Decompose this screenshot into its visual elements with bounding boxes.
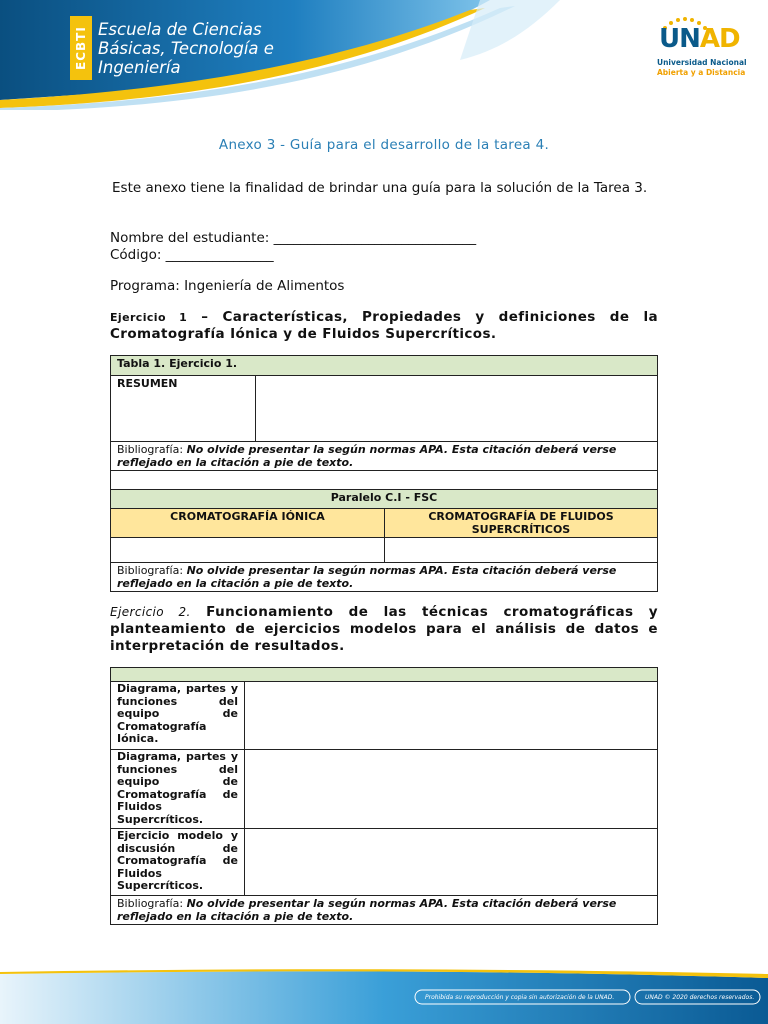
logo-subtitle: Universidad Nacional bbox=[657, 58, 747, 67]
logo-letters: AD bbox=[699, 24, 740, 54]
table-caption: Tabla 1. Ejercicio 1. bbox=[111, 356, 658, 376]
bibliography-note: No olvide presentar la según normas APA. Esta citación deberá verse reflejado en la citación a pie de texto. bbox=[117, 897, 617, 923]
resumen-label: RESUMEN bbox=[111, 376, 256, 442]
model-exercise-cell[interactable] bbox=[245, 829, 658, 896]
ionic-diagram-cell[interactable] bbox=[245, 682, 658, 750]
bibliography-cell bbox=[111, 563, 658, 592]
row-label-model-exercise: Ejercicio modelo y discusión de Cromatografía de Fluidos Supercríticos. bbox=[111, 829, 245, 896]
ionic-cell[interactable] bbox=[111, 538, 385, 563]
bibliography-prefix: Bibliografía: bbox=[117, 897, 184, 910]
bibliography-cell bbox=[111, 442, 658, 471]
bibliography-prefix: Bibliografía: bbox=[117, 564, 184, 577]
column-header-supercritical: CROMATOGRAFÍA DE FLUIDOS SUPERCRÍTICOS bbox=[385, 509, 658, 538]
resumen-cell[interactable] bbox=[256, 376, 658, 442]
unad-logo bbox=[655, 14, 745, 84]
bibliography-note: No olvide presentar la según normas APA. Esta citación deberá verse reflejado en la citación a pie de texto. bbox=[117, 564, 617, 590]
footer-rights: UNAD © 2020 derechos reservados. bbox=[645, 994, 755, 1001]
school-name bbox=[98, 20, 274, 77]
school-name-line: Básicas, Tecnología e bbox=[98, 39, 274, 58]
column-header-ionic: CROMATOGRAFÍA IÓNICA bbox=[111, 509, 385, 538]
table-parallel bbox=[110, 489, 658, 592]
table-2 bbox=[110, 667, 658, 925]
exercise-label: Ejercicio 2. bbox=[110, 605, 191, 619]
exercise-text: Funcionamiento de las técnicas cromatográficas y planteamiento de ejercicios modelos para el análisis de datos e interpretación de resultados. bbox=[110, 604, 658, 654]
row-label-ionic-diagram: Diagrama, partes y funciones del equipo de Cromatografía Iónica. bbox=[111, 682, 245, 750]
footer-notice: Prohibida su reproducción y copia sin autorización de la UNAD. bbox=[425, 994, 615, 1001]
intro-paragraph: Este anexo tiene la finalidad de brindar una guía para la solución de la Tarea 3. bbox=[112, 180, 648, 196]
program-line: Programa: Ingeniería de Alimentos bbox=[110, 278, 345, 294]
bibliography-cell bbox=[111, 896, 658, 925]
logo-subtitle: Abierta y a Distancia bbox=[657, 68, 746, 77]
school-name-line: Ingeniería bbox=[98, 58, 181, 77]
student-name-line: Nombre del estudiante: ______________________________ bbox=[110, 230, 477, 246]
student-code-line: Código: ________________ bbox=[110, 247, 274, 263]
logo-letter: N bbox=[679, 24, 700, 54]
fsc-diagram-cell[interactable] bbox=[245, 750, 658, 829]
parallel-header: Paralelo C.I - FSC bbox=[111, 490, 658, 509]
exercise-1-heading bbox=[110, 309, 658, 343]
bibliography-note: No olvide presentar la según normas APA. Esta citación deberá verse reflejado en la citación a pie de texto. bbox=[117, 443, 617, 469]
empty-row bbox=[111, 471, 658, 490]
supercritical-cell[interactable] bbox=[385, 538, 658, 563]
school-name-line: Escuela de Ciencias bbox=[98, 20, 262, 39]
bibliography-prefix: Bibliografía: bbox=[117, 443, 184, 456]
exercise-label: Ejercicio 1 bbox=[110, 311, 188, 324]
document-title: Anexo 3 - Guía para el desarrollo de la tarea 4. bbox=[218, 137, 550, 153]
logo-word bbox=[659, 24, 740, 54]
exercise-text: – Características, Propiedades y definiciones de la Cromatografía Iónica y de Fluidos Supercríticos. bbox=[110, 309, 658, 342]
row-label-fsc-diagram: Diagrama, partes y funciones del equipo de Cromatografía de Fluidos Supercríticos. bbox=[111, 750, 245, 829]
ecbti-label: ECBTI bbox=[70, 16, 92, 80]
exercise-2-heading bbox=[110, 604, 658, 655]
table-2-header bbox=[111, 668, 658, 682]
page-header bbox=[0, 0, 768, 110]
logo-letter: U bbox=[659, 24, 680, 54]
table-1 bbox=[110, 355, 658, 490]
